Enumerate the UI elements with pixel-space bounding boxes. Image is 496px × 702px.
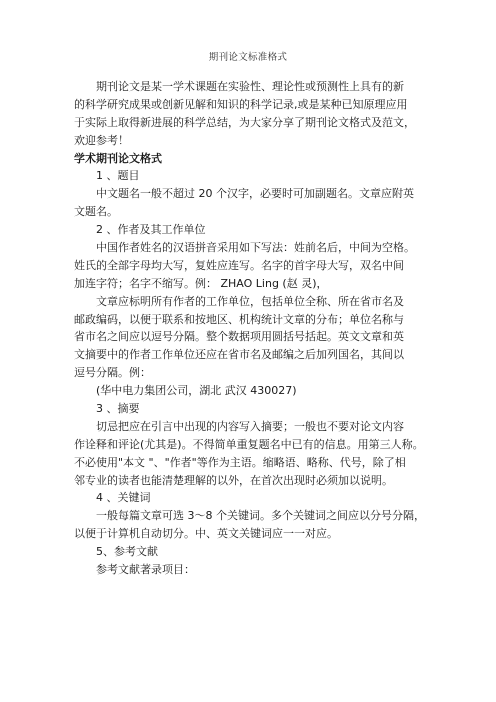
subheading-authors: 2 、作者及其工作单位 bbox=[96, 223, 206, 237]
paragraph-line: 文摘要中的作者工作单位还应在省市名及邮编之后加列国名，其间以 bbox=[74, 348, 404, 362]
paragraph-line: 文题名。 bbox=[74, 205, 118, 219]
paragraph-line: 作诠释和评论(尤其是)。不得简单重复题名中已有的信息。用第三人称。 bbox=[74, 437, 424, 451]
paragraph-line: 切忌把应在引言中出现的内容写入摘要；一般也不要对论文内容 bbox=[96, 419, 404, 433]
intro-line: 于实际上取得新进展的科学总结，为大家分享了期刊论文格式及范文， bbox=[74, 115, 415, 129]
subheading-abstract: 3 、摘要 bbox=[96, 402, 140, 416]
intro-line: 期刊论文是某一学术课题在实验性、理论性或预测性上具有的新 bbox=[96, 80, 404, 93]
subheading-keywords: 4 、关键词 bbox=[96, 491, 151, 505]
paragraph-line: 逗号分隔。例： bbox=[74, 366, 151, 380]
paragraph-line: 一般每篇文章可选 3～8 个关键词。多个关键词之间应以分号分隔， bbox=[96, 509, 425, 523]
intro-line: 欢迎参考！ bbox=[74, 133, 129, 147]
paragraph-line: 加连字符；名字不缩写。例： ZHAO Ling (赵 灵)， bbox=[74, 276, 328, 290]
section-heading: 学术期刊论文格式 bbox=[74, 151, 162, 165]
paragraph-line: 姓氏的全部字母均大写，复姓应连写。名字的首字母大写，双名中间 bbox=[74, 258, 404, 272]
paragraph-line: 文章应标明所有作者的工作单位，包括单位全称、所在省市名及 bbox=[96, 294, 404, 308]
paragraph-line: 参考文献著录项目： bbox=[96, 563, 195, 577]
paragraph-line: 中文题名一般不超过 20 个汉字，必要时可加副题名。文章应附英 bbox=[96, 187, 414, 201]
document-body bbox=[74, 78, 434, 579]
paragraph-line: 不必使用"本文 "、"作者"等作为主语。缩略语、略称、代号，除了相 bbox=[74, 455, 406, 469]
paragraph-line: 邻专业的读者也能清楚理解的以外，在首次出现时必须加以说明。 bbox=[74, 473, 393, 487]
paragraph-line: 省市名之间应以逗号分隔。整个数据项用圆括号括起。英文文章和英 bbox=[74, 330, 404, 344]
paragraph-line: 以便于计算机自动切分。中、英文关键词应一一对应。 bbox=[74, 527, 338, 541]
example-line: (华中电力集团公司，湖北 武汉 430027) bbox=[96, 384, 297, 398]
paragraph-line: 邮政编码，以便于联系和按地区、机构统计文章的分布；单位名称与 bbox=[74, 312, 404, 326]
subheading-title: 1 、题目 bbox=[96, 169, 140, 183]
subheading-references: 5、参考文献 bbox=[96, 545, 158, 559]
paragraph-line: 中国作者姓名的汉语拼音采用如下写法：姓前名后，中间为空格。 bbox=[96, 241, 415, 255]
intro-line: 的科学研究成果或创新见解和知识的科学记录,或是某种已知原理应用 bbox=[74, 97, 408, 111]
document-title: 期刊论文标准格式 bbox=[208, 52, 288, 63]
